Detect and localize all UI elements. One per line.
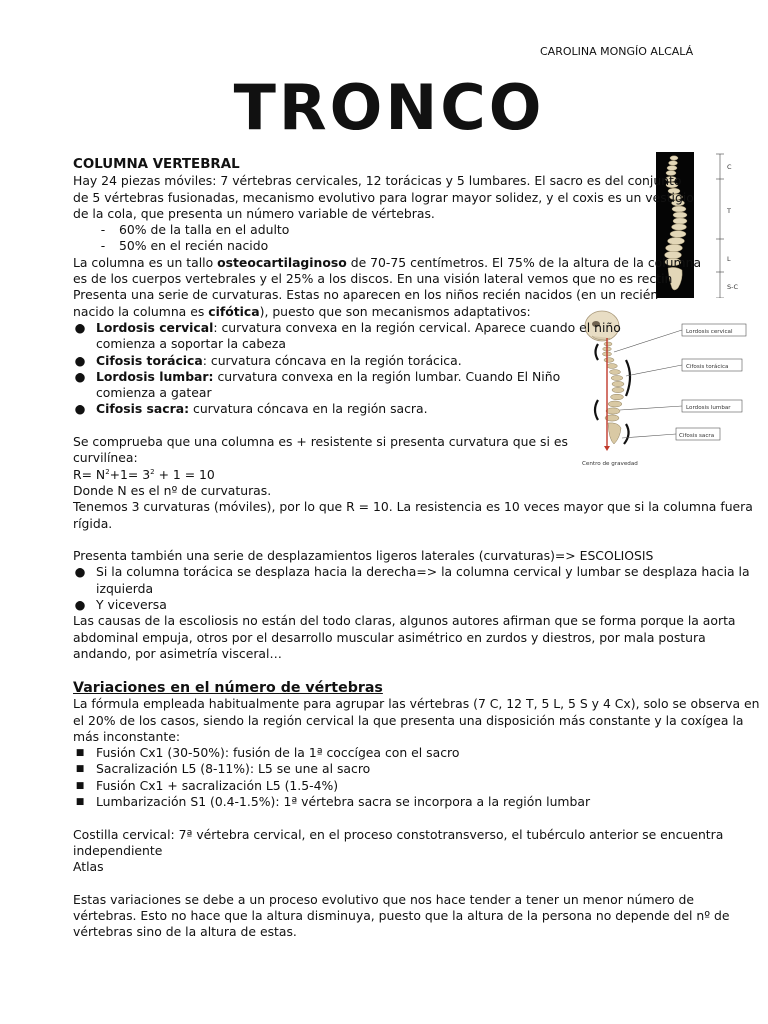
section-heading: COLUMNA VERTEBRAL	[73, 157, 240, 172]
list-item: ● Y viceversa	[74, 597, 167, 613]
bullet-marker: ●	[74, 597, 86, 613]
label-l: L	[727, 255, 731, 263]
text-line: abdominal empuja, otros por el desarrollo muscular asimétrico en zurdos y diestros, por mala postura	[73, 629, 706, 645]
square-marker: ■	[75, 780, 85, 791]
text-line: más inconstante:	[73, 728, 181, 744]
formula: $R= N^2+1= 3^2 + 1 = 10$	[73, 466, 215, 482]
bullet-marker: ●	[74, 319, 86, 335]
text-line: nacido la columna es cifótica), puesto que son mecanismos adaptativos:	[73, 303, 531, 319]
text-line: curvilínea:	[73, 450, 138, 466]
label-c: C	[727, 163, 732, 171]
section-variaciones	[73, 680, 760, 941]
dash-marker: -	[100, 222, 106, 238]
text-line: Costilla cervical: 7ª vértebra cervical, en el proceso constotransverso, el tubérculo anterior se encuentra	[73, 826, 724, 842]
list-item: ● Cifosis sacra: curvatura cóncava en la región sacra.	[74, 401, 428, 417]
text-line: Estas variaciones se debe a un proceso evolutivo que nos hace tender a tener un menor número de	[73, 891, 695, 907]
curvature-list	[73, 320, 733, 418]
label-lordosis-cervical: Lordosis cervical	[686, 329, 733, 335]
text-line: Presenta una serie de curvaturas. Estas no aparecen en los niños recién nacidos (en un recién	[73, 287, 659, 303]
section-columna-vertebral	[73, 157, 753, 662]
square-marker: ■	[75, 764, 85, 775]
page-title: TRONCO	[233, 71, 545, 144]
bullet-marker: ●	[74, 368, 86, 384]
list-item: - 60% de la talla en el adulto	[73, 222, 733, 238]
label-sc: S-C	[727, 283, 739, 291]
text-line: La columna es un tallo osteocartilaginoso de 70-75 centímetros. El 75% de la altura de la columna	[73, 254, 702, 270]
text-line: Hay 24 piezas móviles: 7 vértebras cervicales, 12 torácicas y 5 lumbares. El sacro es del conjunto	[73, 173, 682, 189]
list-item: ■ Fusión Cx1 + sacralización L5 (1.5-4%)	[73, 778, 733, 794]
text-line: La fórmula empleada habitualmente para agrupar las vértebras (7 C, 12 T, 5 L, 5 S y 4 Cx), solo se observa en	[73, 696, 760, 712]
variations-list	[73, 745, 733, 810]
dash-marker: -	[100, 238, 106, 254]
text-line: Tenemos 3 curvaturas (móviles), por lo que R = 10. La resistencia es 10 veces mayor que si la columna fuera	[73, 499, 753, 515]
list-item: ■ Sacralización L5 (8-11%): L5 se une al sacro	[73, 761, 733, 777]
gravity-caption: Centro de gravedad	[582, 461, 638, 467]
text-line: de la cola, que presenta un número variable de vértebras.	[73, 205, 435, 221]
text-line: independiente	[73, 842, 163, 858]
scoliosis-list	[73, 564, 750, 613]
bullet-marker: ●	[74, 564, 86, 580]
label-cifosis-sacra: Cifosis sacra	[679, 433, 715, 439]
text-line: Se comprueba que una columna es + resistente si presenta curvatura que si es	[73, 434, 568, 450]
section-heading: Variaciones en el número de vértebras	[73, 680, 383, 696]
list-item: ■ Lumbarización S1 (0.4-1.5%): 1ª vértebra sacra se incorpora a la región lumbar	[73, 794, 733, 810]
text-line: vértebras sino de la altura de estas.	[73, 924, 297, 940]
list-item: ■ Fusión Cx1 (30-50%): fusión de la 1ª coccígea con el sacro	[73, 745, 733, 761]
list-item: ● Lordosis cervical: curvatura convexa en la región cervical. Aparece cuando el niño comienza a soportar la cabeza	[74, 319, 621, 352]
list-item: ● Lordosis lumbar: curvatura convexa en la región lumbar. Cuando El Niño comienza a gatear	[74, 368, 561, 401]
text-line: Donde N es el nº de curvaturas.	[73, 482, 272, 498]
list-item: ● Si la columna torácica se desplaza hacia la derecha=> la columna cervical y lumbar se desplaza hacia la izquierda	[74, 564, 750, 596]
text-line: el 20% de los casos, siendo la región cervical la que presenta una disposición más constante y la coxígea la	[73, 712, 744, 728]
bullet-marker: ●	[74, 401, 86, 417]
text-line: rígida.	[73, 515, 113, 531]
text-line: es de los cuerpos vertebrales y el 25% a los discos. En una visión lateral vemos que no es rectin	[73, 271, 673, 287]
bullet-marker: ●	[74, 352, 86, 368]
list-item: - 50% en el recién nacido	[73, 238, 733, 254]
author-name: CAROLINA MONGÍO ALCALÁ	[540, 45, 694, 58]
label-cifosis-toracica: Cifosis torácica	[686, 364, 729, 370]
text-line: vértebras. Esto no hace que la altura disminuya, puesto que la altura de la persona no depende del nº de	[73, 908, 730, 924]
dash-list	[73, 222, 733, 255]
text-line: Presenta también una serie de desplazamientos ligeros laterales (curvaturas)=> ESCOLIOSIS	[73, 548, 654, 564]
text-line: de 5 vértebras fusionadas, mecanismo evolutivo para lograr mayor solidez, y el coxis es un vestigio	[73, 189, 694, 205]
text-line: Las causas de la escoliosis no están del todo claras, algunos autores afirman que se forma porque la aorta	[73, 613, 736, 629]
text-line: andando, por asimetría visceral…	[73, 645, 282, 661]
square-marker: ■	[75, 797, 85, 808]
label-t: T	[727, 207, 731, 215]
label-lordosis-lumbar: Lordosis lumbar	[686, 405, 731, 411]
list-item: ● Cifosis torácica: curvatura cóncava en la región torácica.	[74, 352, 462, 368]
square-marker: ■	[75, 748, 85, 759]
text-line: Atlas	[73, 859, 104, 875]
